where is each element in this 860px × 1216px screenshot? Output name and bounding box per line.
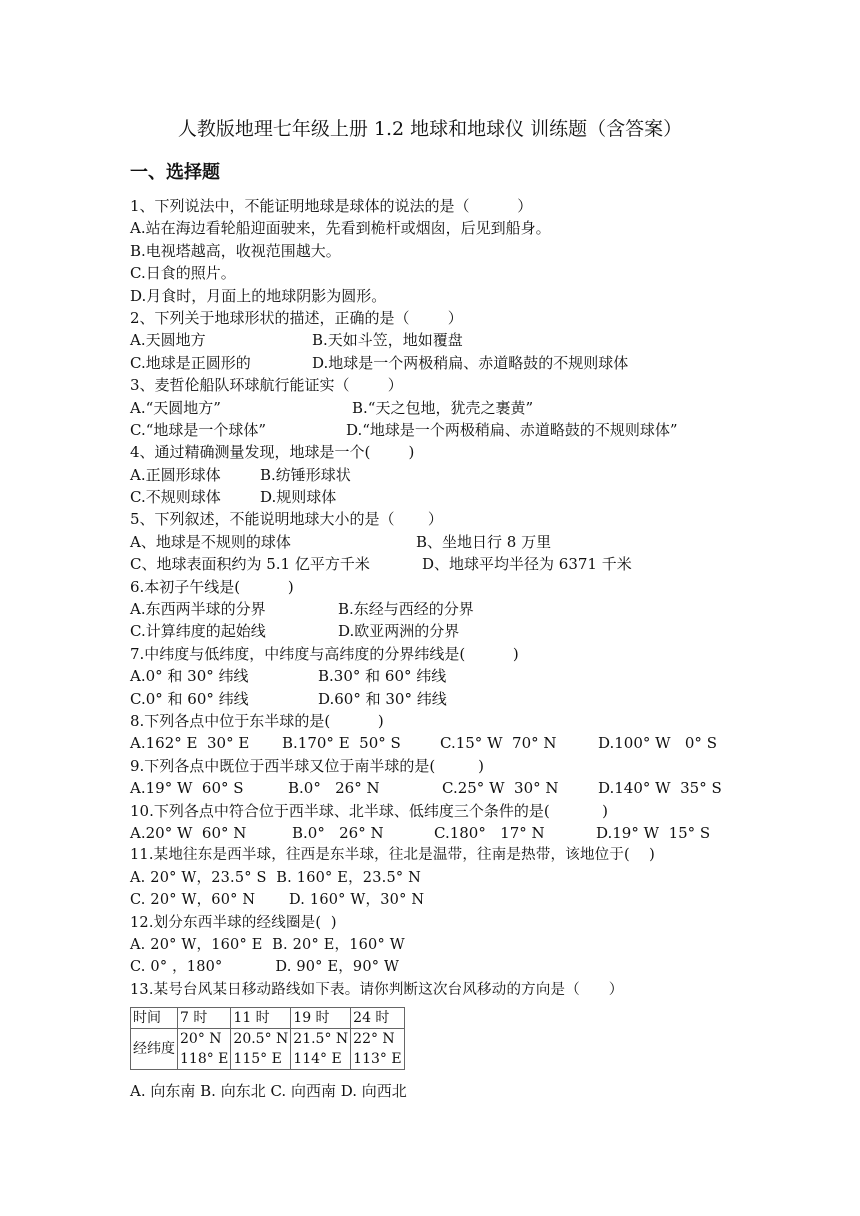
line-text: 8.下列各点中位于东半球的是( ) [130,711,384,730]
line-text: 6.本初子午线是( ) [130,577,294,596]
table-cell: 21.5° N 114° E [291,1029,351,1070]
question-line [130,889,750,911]
option-text: C.0° 和 60° 纬线 [130,689,249,708]
question-line [130,464,750,486]
typhoon-table-wrap [130,1007,405,1070]
line-text: 10.下列各点中符合位于西半球、北半球、低纬度三个条件的是( ) [130,801,609,820]
question-line [130,217,750,239]
option-text: A.正圆形球体 [130,465,221,484]
table-header-cell: 7 时 [178,1008,231,1029]
question-line [130,441,750,463]
line-text: 3、麦哲伦船队环球航行能证实（ ） [130,376,403,395]
option-text: B.纺锤形球状 [260,465,351,484]
option-text: C.计算纬度的起始线 [130,622,266,641]
question-line [130,643,750,665]
option-text: B.“天之包地，犹壳之裹黄” [352,398,534,417]
option-text: B.170° E 50° S [282,734,401,753]
table-row [131,1029,405,1070]
option-text: B.东经与西经的分界 [338,600,474,619]
option-text: C.15° W 70° N [440,734,557,753]
question-line [130,329,750,351]
table-header-cell: 19 时 [291,1008,351,1029]
question-list [130,195,750,1001]
section-heading: 一、选择题 [130,162,220,183]
question-line [130,240,750,262]
question-line [130,934,750,956]
question-line [130,195,750,217]
option-text: C.地球是正圆形的 [130,353,251,372]
question-line [130,822,750,844]
question-line [130,912,750,934]
question-line [130,508,750,530]
question-line [130,665,750,687]
option-text: D.地球是一个两极稍扁、赤道略鼓的不规则球体 [312,353,629,372]
question-line [130,598,750,620]
line-text: 13.某号台风某日移动路线如下表。请你判断这次台风移动的方向是（ ） [130,981,624,998]
question-line [130,710,750,732]
table-cell: 22° N 113° E [351,1029,404,1070]
option-text: B、坐地日行 8 万里 [416,532,552,551]
option-text: C.“地球是一个球体” [130,420,267,439]
option-text: A.“天圆地方” [130,398,221,417]
option-text: A.天圆地方 [130,331,206,350]
line-text: A. 20° W，160° E B. 20° E，160° W [130,936,405,953]
table-header-cell: 24 时 [351,1008,404,1029]
question-13-options: A. 向东南 B. 向东北 C. 向西南 D. 向西北 [130,1082,407,1100]
option-text: B.天如斗笠，地如覆盘 [312,331,463,350]
option-text: D、地球平均半径为 6371 千米 [422,555,632,574]
option-text: B.0° 26° N [288,779,380,798]
typhoon-table [130,1007,405,1070]
question-line [130,486,750,508]
question-line [130,531,750,553]
option-text: D.100° W 0° S [598,734,717,753]
line-text: 11.某地往东是西半球，往西是东半球，往北是温带，往南是热带，该地位于( ) [130,847,656,864]
line-text: 1、下列说法中，不能证明地球是球体的说法的是（ ） [130,197,533,215]
option-text: B.30° 和 60° 纬线 [318,667,447,686]
option-text: C.25° W 30° N [442,779,559,798]
question-line [130,374,750,396]
table-header-row [131,1008,405,1029]
line-text: C.日食的照片。 [130,264,236,283]
option-text: D.欧亚两洲的分界 [338,622,460,641]
option-text: A.0° 和 30° 纬线 [130,667,249,686]
question-line [130,397,750,419]
line-text: 7.中纬度与低纬度，中纬度与高纬度的分界纬线是( ) [130,644,519,663]
option-text: D.140° W 35° S [598,779,722,798]
option-text: D.60° 和 30° 纬线 [318,689,447,708]
option-text: A.162° E 30° E [130,734,250,753]
question-line [130,867,750,889]
option-text: A.19° W 60° S [130,779,244,798]
option-text: D.19° W 15° S [596,823,711,842]
question-line [130,419,750,441]
option-text: A、地球是不规则的球体 [130,532,291,551]
question-line [130,307,750,329]
question-line [130,553,750,575]
question-line [130,620,750,642]
line-text: D.月食时，月面上的地球阴影为圆形。 [130,286,387,305]
line-text: 9.下列各点中既位于西半球又位于南半球的是( ) [130,756,484,775]
option-text: C.180° 17° N [434,823,545,842]
question-line [130,688,750,710]
option-text: D.规则球体 [260,488,337,507]
table-cell: 20.5° N 115° E [231,1029,291,1070]
option-text: A.20° W 60° N [130,823,247,842]
option-text: C、地球表面积约为 5.1 亿平方千米 [130,555,370,574]
table-header-cell: 11 时 [231,1008,291,1029]
table-row-label: 经纬度 [131,1029,178,1070]
option-text: C.不规则球体 [130,488,221,507]
question-line [130,352,750,374]
option-text: A.东西两半球的分界 [130,600,266,619]
question-line [130,979,750,1001]
question-line [130,732,750,754]
option-text: B.0° 26° N [292,823,384,842]
table-header-cell: 时间 [131,1008,178,1029]
option-text: D.“地球是一个两极稍扁、赤道略鼓的不规则球体” [346,420,678,439]
question-line [130,844,750,866]
document-title: 人教版地理七年级上册 1.2 地球和地球仪 训练题（含答案） [177,118,683,140]
line-text: C. 20° W，60° N D. 160° W，30° N [130,892,425,909]
question-line [130,755,750,777]
question-line [130,800,750,822]
line-text: B.电视塔越高，收视范围越大。 [130,241,341,260]
table-cell: 20° N 118° E [178,1029,231,1070]
question-line [130,576,750,598]
question-line [130,956,750,978]
question-line [130,777,750,799]
line-text: 4、通过精确测量发现，地球是一个( ) [130,443,415,462]
line-text: 5、下列叙述，不能说明地球大小的是（ ） [130,510,443,529]
line-text: 2、下列关于地球形状的描述，正确的是（ ） [130,308,463,327]
question-line [130,262,750,284]
line-text: A.站在海边看轮船迎面驶来，先看到桅杆或烟囱，后见到船身。 [130,219,551,238]
line-text: C. 0° ，180° D. 90° E，90° W [130,959,400,976]
line-text: 12.划分东西半球的经线圈是( ) [130,914,337,931]
question-line [130,285,750,307]
line-text: A. 20° W，23.5° S B. 160° E，23.5° N [130,869,422,886]
